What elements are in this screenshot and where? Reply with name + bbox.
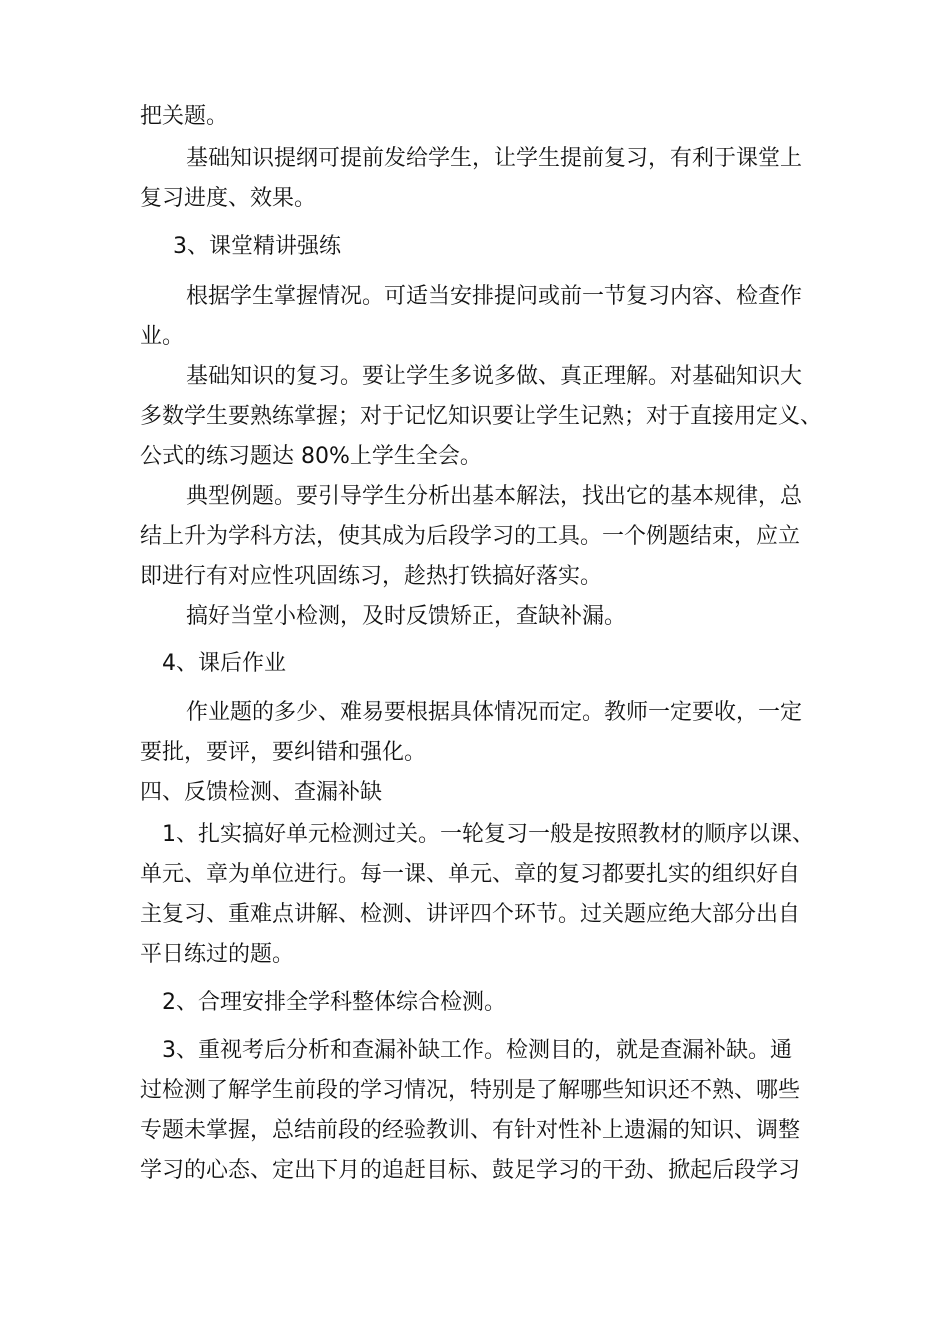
text-line: 根据学生掌握情况。可适当安排提问或前一节复习内容、检查作 [186, 284, 803, 309]
text-line: 要批，要评，要纠错和强化。 [140, 740, 427, 765]
text-line: 即进行有对应性巩固练习，趁热打铁搞好落实。 [140, 564, 603, 589]
text-line: 业。 [140, 324, 185, 349]
text-line: 2、合理安排全学科整体综合检测。 [162, 990, 506, 1015]
text-line: 基础知识的复习。要让学生多说多做、真正理解。对基础知识大 [186, 364, 803, 389]
section-heading: 四、反馈检测、查漏补缺 [140, 780, 383, 805]
text-line: 结上升为学科方法，使其成为后段学习的工具。一个例题结束，应立 [140, 524, 801, 549]
section-heading: 4、课后作业 [162, 651, 286, 676]
text-line: 平日练过的题。 [140, 942, 295, 967]
text-line: 单元、章为单位进行。每一课、单元、章的复习都要扎实的组织好自 [140, 862, 801, 887]
section-heading: 3、课堂精讲强练 [173, 234, 341, 259]
text-line: 主复习、重难点讲解、检测、讲评四个环节。过关题应绝大部分出自 [140, 902, 801, 927]
text-line: 公式的练习题达 80%上学生全会。 [140, 444, 482, 469]
text-line: 过检测了解学生前段的学习情况，特别是了解哪些知识还不熟、哪些 [140, 1078, 801, 1103]
text-line: 作业题的多少、难易要根据具体情况而定。教师一定要收，一定 [186, 700, 803, 725]
text-line: 典型例题。要引导学生分析出基本解法，找出它的基本规律，总 [186, 484, 803, 509]
text-line: 复习进度、效果。 [140, 186, 317, 211]
text-line: 基础知识提纲可提前发给学生，让学生提前复习，有利于课堂上 [186, 146, 803, 171]
text-line: 3、重视考后分析和查漏补缺工作。检测目的，就是查漏补缺。通 [162, 1038, 792, 1063]
text-line: 1、扎实搞好单元检测过关。一轮复习一般是按照教材的顺序以课、 [162, 822, 814, 847]
text-line: 专题未掌握，总结前段的经验教训、有针对性补上遗漏的知识、调整 [140, 1118, 801, 1143]
text-line: 多数学生要熟练掌握；对于记忆知识要让学生记熟；对于直接用定义、 [140, 404, 823, 429]
text-line: 学习的心态、定出下月的追赶目标、鼓足学习的干劲、掀起后段学习 [140, 1158, 801, 1183]
text-line: 把关题。 [140, 104, 229, 129]
text-line: 搞好当堂小检测，及时反馈矫正，查缺补漏。 [186, 604, 627, 629]
